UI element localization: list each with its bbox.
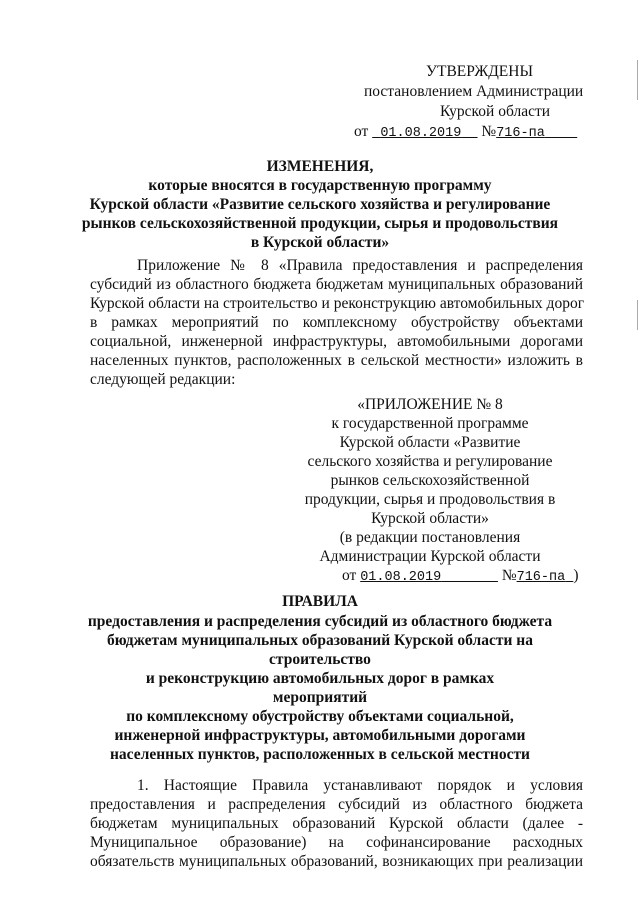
paragraph-line: Муниципальное образование) на софинансирование расходных: [90, 834, 583, 851]
paragraph-line: социальной, инженерной инфраструктуры, автомобильными дорогами: [90, 333, 583, 350]
paragraph-line: следующей редакции:: [90, 371, 236, 388]
appendix-date: 01.08.2019: [360, 570, 442, 585]
changes-line: в Курской области»: [250, 234, 390, 251]
appendix-line: Курской области»: [371, 510, 489, 527]
appendix-line: продукции, сырья и продовольствия в: [304, 491, 556, 508]
paragraph-line: предоставления и распределения субсидий из областного бюджета: [90, 796, 583, 813]
number-sign: №: [501, 567, 517, 584]
paragraph-line: 1. Настоящие Правила устанавливают порядок и условия: [137, 777, 583, 794]
rules-line: бюджетам муниципальных образований Курской области на: [107, 632, 533, 649]
changes-line: рынков сельскохозяйственной продукции, сырья и продовольствия: [81, 215, 559, 232]
number-sign: №: [481, 123, 497, 140]
rules-line: населенных пунктов, расположенных в сельской местности: [110, 746, 530, 763]
appendix-title: «ПРИЛОЖЕНИЕ № 8: [357, 396, 503, 413]
paragraph-line: в рамках мероприятий по комплексному обустройству объектами: [90, 314, 583, 331]
paragraph-line: Приложение № 8 «Правила предоставления и распределения: [137, 257, 583, 274]
appendix-line: сельского хозяйства и регулирование: [307, 453, 553, 470]
paragraph-line: бюджетам муниципальных образований Курской области (далее -: [90, 815, 583, 832]
closing-paren: ): [573, 567, 579, 584]
changes-line: которые вносятся в государственную программу: [148, 177, 492, 194]
approval-line: Курской области: [440, 103, 551, 120]
rules-line: по комплексному обустройству объектами социальной,: [126, 708, 514, 725]
rules-line: строительство: [269, 651, 371, 668]
appendix-line: (в редакции постановления: [339, 529, 521, 546]
rules-title: ПРАВИЛА: [282, 593, 358, 610]
approval-date-line: [354, 122, 577, 143]
paragraph-line: населенных пунктов, расположенных в сельской местности» изложить в: [90, 352, 583, 369]
appendix-line: рынков сельскохозяйственной: [330, 472, 530, 489]
rules-line: предоставления и распределения субсидий из областного бюджета: [87, 613, 553, 630]
changes-line: Курской области «Развитие сельского хозяйства и регулирование: [89, 196, 551, 213]
scan-edge-mark: [637, 60, 638, 100]
ot-label: от: [342, 567, 357, 584]
appendix-date-line: [342, 566, 579, 587]
ot-label: от: [354, 123, 369, 140]
appendix-line: к государственной программе: [331, 415, 529, 432]
approval-number: 716-па: [496, 126, 545, 141]
approval-line: постановлением Администрации: [364, 83, 584, 100]
rules-line: мероприятий: [272, 689, 368, 706]
appendix-line: Администрации Курской области: [319, 548, 541, 565]
appendix-number: 716-па: [516, 570, 566, 585]
appendix-line: Курской области «Развитие: [339, 434, 521, 451]
changes-title: ИЗМЕНЕНИЯ,: [266, 158, 374, 175]
paragraph-line: Курской области на строительство и реконструкцию автомобильных дорог: [90, 295, 585, 312]
approval-date: 01.08.2019: [380, 126, 462, 141]
paragraph-line: субсидий из областного бюджета бюджетам муниципальных образований: [90, 276, 583, 293]
paragraph-line: обязательств муниципальных образований, возникающих при реализации: [90, 853, 583, 870]
approval-title: УТВЕРЖДЕНЫ: [426, 63, 533, 80]
scan-edge-mark: [637, 300, 638, 330]
rules-line: инженерной инфраструктуры, автомобильными дорогами: [114, 727, 526, 744]
rules-line: и реконструкцию автомобильных дорог в рамках: [145, 670, 495, 687]
